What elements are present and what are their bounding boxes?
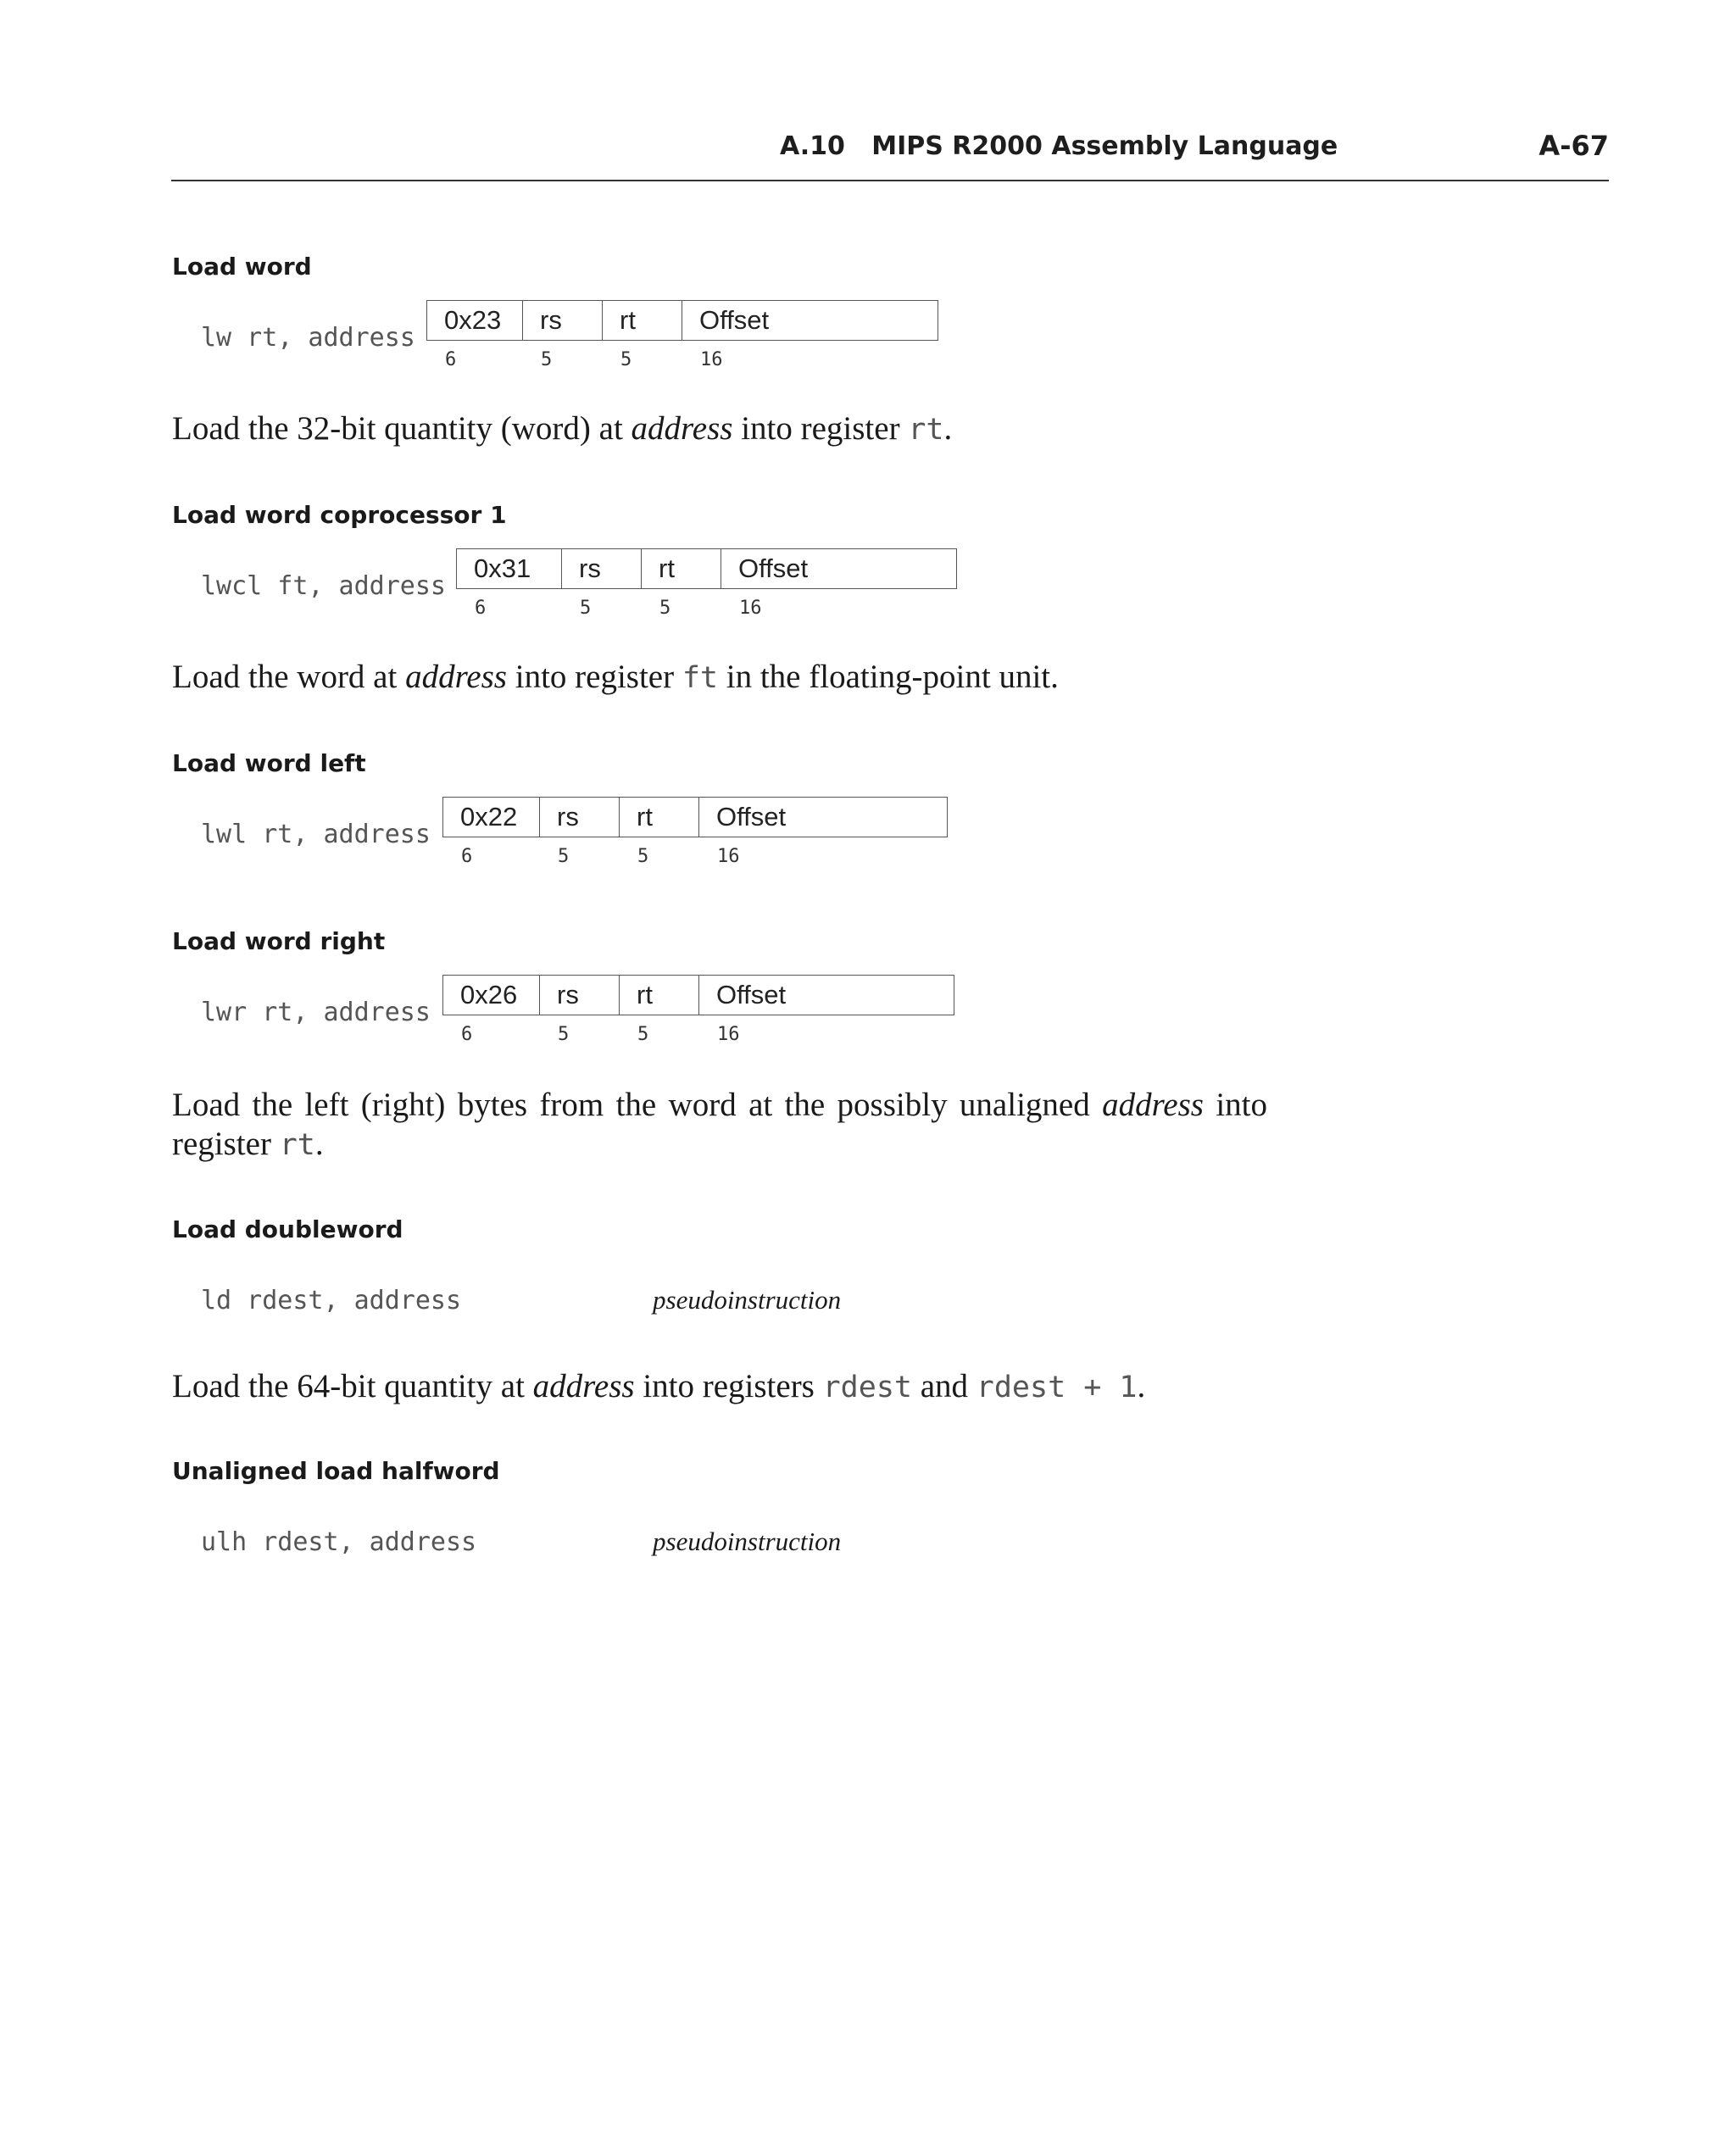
rs-width: 5 <box>541 349 553 370</box>
rt-field: rt <box>642 549 721 588</box>
rt-width: 5 <box>620 349 632 370</box>
section-heading-load-doubleword: Load doubleword <box>172 1215 403 1243</box>
field-box <box>456 548 957 589</box>
rs-field: rs <box>540 976 620 1015</box>
opcode-field: 0x23 <box>427 301 523 340</box>
section-heading-load-word-right: Load word right <box>172 927 386 955</box>
section-heading-load-word-left: Load word left <box>172 749 366 777</box>
field-box <box>442 797 948 837</box>
instruction-format-lwc1 <box>456 548 957 619</box>
rs-width: 5 <box>558 846 570 867</box>
opcode-field: 0x31 <box>457 549 562 588</box>
instruction-format-lw <box>426 300 938 370</box>
offset-width: 16 <box>717 1024 740 1045</box>
offset-field: Offset <box>699 305 770 335</box>
description-lw: Load the 32-bit quantity (word) at address into register rt. <box>172 410 953 447</box>
running-header-title: A.10 MIPS R2000 Assembly Language <box>780 131 1338 161</box>
opcode-width: 6 <box>475 598 487 619</box>
rt-field: rt <box>603 301 682 340</box>
offset-field: Offset <box>738 553 809 583</box>
field-box <box>426 300 938 341</box>
rs-field: rs <box>562 549 642 588</box>
opcode-field: 0x22 <box>443 798 540 837</box>
instruction-syntax-lwl: lwl rt, address <box>201 820 431 849</box>
description-lwc1: Load the word at address into register ft in the floating-point unit. <box>172 659 1059 695</box>
opcode-field: 0x26 <box>443 976 540 1015</box>
rs-field: rs <box>523 301 603 340</box>
description-lwl-lwr: Load the left (right) bytes from the word at the possibly unaligned address into register rt. <box>172 1087 1268 1162</box>
rs-width: 5 <box>580 598 592 619</box>
rt-field: rt <box>620 798 699 837</box>
offset-field: Offset <box>716 802 787 831</box>
rt-field: rt <box>620 976 699 1015</box>
field-widths <box>442 846 948 867</box>
offset-width: 16 <box>717 846 740 867</box>
description-ld: Load the 64-bit quantity at address into registers rdest and rdest + 1. <box>172 1368 1146 1404</box>
rs-field: rs <box>540 798 620 837</box>
rs-width: 5 <box>558 1024 570 1045</box>
header-rule <box>171 180 1609 181</box>
opcode-width: 6 <box>461 846 473 867</box>
section-heading-load-word: Load word <box>172 253 312 281</box>
offset-width: 16 <box>739 598 762 619</box>
rt-width: 5 <box>637 846 649 867</box>
rt-width: 5 <box>637 1024 649 1045</box>
page-number: A-67 <box>1538 130 1609 162</box>
offset-field: Offset <box>716 980 787 1009</box>
field-widths <box>426 349 938 370</box>
instruction-syntax-ld: ld rdest, address <box>201 1286 462 1315</box>
instruction-format-lwr <box>442 975 954 1045</box>
field-widths <box>442 1024 954 1045</box>
instruction-format-lwl <box>442 797 948 867</box>
instruction-syntax-lwc1: lwcl ft, address <box>201 571 446 601</box>
pseudoinstruction-label-ulh: pseudoinstruction <box>653 1527 842 1556</box>
rt-width: 5 <box>659 598 671 619</box>
instruction-syntax-lwr: lwr rt, address <box>201 998 431 1027</box>
instruction-syntax-lw: lw rt, address <box>201 323 415 353</box>
section-heading-unaligned-load-halfword: Unaligned load halfword <box>172 1457 500 1485</box>
section-heading-load-word-coprocessor: Load word coprocessor 1 <box>172 501 507 529</box>
field-widths <box>456 598 957 619</box>
field-box <box>442 975 954 1015</box>
offset-width: 16 <box>700 349 723 370</box>
opcode-width: 6 <box>461 1024 473 1045</box>
instruction-syntax-ulh: ulh rdest, address <box>201 1527 477 1557</box>
pseudoinstruction-label-ld: pseudoinstruction <box>653 1285 842 1315</box>
opcode-width: 6 <box>445 349 457 370</box>
